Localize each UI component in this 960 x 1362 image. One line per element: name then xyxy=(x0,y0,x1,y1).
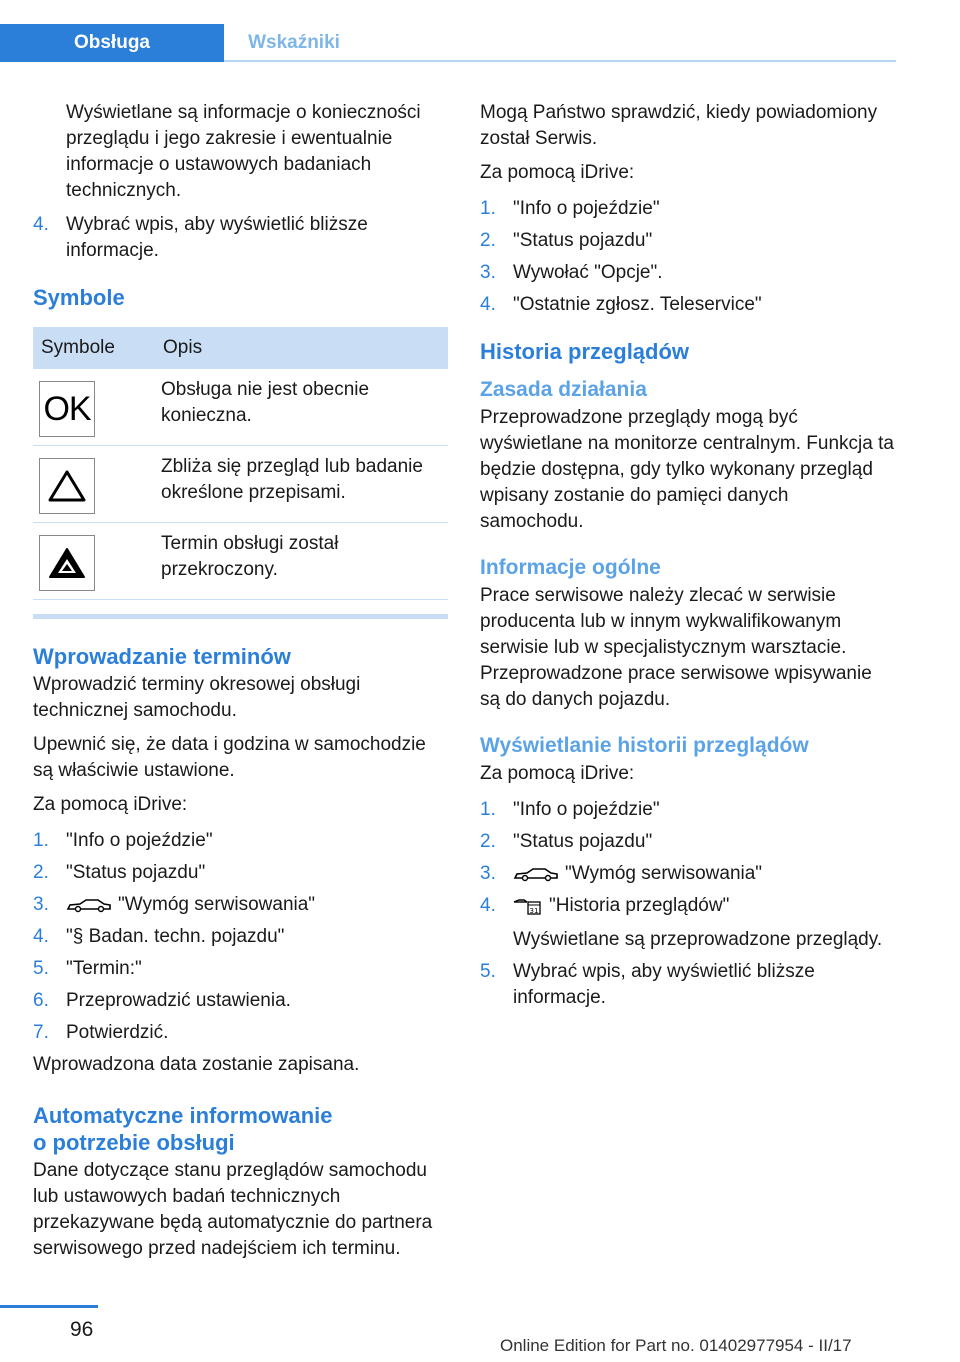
list-item: 2. "Status pojazdu" xyxy=(480,230,653,251)
list-item: 3. Wywołać "Opcje". xyxy=(480,262,663,283)
list-item: 4. 31 "Historia przeglądów" Wyświetlane są przeprowadzone przeglądy. xyxy=(480,893,895,953)
list-item: 1. "Info o pojeździe" xyxy=(33,830,213,851)
step-sub-paragraph: Wyświetlane są przeprowadzone przeglądy. xyxy=(513,929,883,950)
list-item: 2. "Status pojazdu" xyxy=(480,831,653,852)
list-item: 7. Potwierdzić. xyxy=(33,1022,169,1043)
list-item xyxy=(33,212,448,264)
footer-divider xyxy=(0,1305,98,1308)
terms-heading: Wprowadzanie terminów xyxy=(33,644,291,669)
list-item: 3. "Wymóg serwisowania" xyxy=(480,863,763,884)
table-row xyxy=(33,369,448,446)
general-heading: Informacje ogólne xyxy=(480,556,661,579)
right-paragraph: Mogą Państwo sprawdzić, kiedy powiadomiony został Serwis. xyxy=(480,102,878,149)
car-icon xyxy=(513,866,559,882)
car-icon xyxy=(66,897,112,913)
edition-note: Online Edition for Part no. 01402977954 - II/17 xyxy=(500,1336,852,1355)
teleservice-step-list xyxy=(480,196,895,318)
table-cell: Termin obsługi został przekroczony. xyxy=(155,523,448,600)
list-item: 5. Wybrać wpis, aby wyświetlić bliższe informacje. xyxy=(480,961,815,1008)
warning-triangle-outline-icon xyxy=(39,458,95,514)
terms-step-list xyxy=(33,828,448,1046)
principle-paragraph: Przeprowadzone przeglądy mogą być wyświetlane na monitorze centralnym. Funkcja ta będzie dostępna, gdy tylko wykonany przegląd wpisany zostanie do pamięci danych samochodu. xyxy=(480,407,894,532)
intro-paragraph: Wyświetlane są informacje o konieczności przeglądu i jego zakresie i ewentualnie informacje o ustawowych badaniach technicznych. xyxy=(66,102,421,201)
terms-paragraph: Upewnić się, że data i godzina w samochodzie są właściwie ustawione. xyxy=(33,734,426,781)
list-item: 3. "Wymóg serwisowania" xyxy=(33,894,316,915)
step-text: Wybrać wpis, aby wyświetlić bliższe informacje. xyxy=(66,214,368,261)
step-number: 4. xyxy=(33,214,49,235)
table-row xyxy=(33,523,448,600)
list-item: 5. "Termin:" xyxy=(33,958,142,979)
tab-obsluga[interactable]: Obsługa xyxy=(0,24,224,62)
page-header xyxy=(0,0,960,64)
table-row xyxy=(33,446,448,523)
list-item: 4. "Ostatnie zgłosz. Teleservice" xyxy=(480,294,762,315)
list-item: 2. "Status pojazdu" xyxy=(33,862,206,883)
history-step-list xyxy=(480,797,895,1011)
service-history-icon xyxy=(513,896,543,916)
header-divider xyxy=(224,60,896,62)
display-heading: Wyświetlanie historii przeglądów xyxy=(480,734,809,757)
list-item: 1. "Info o pojeździe" xyxy=(480,198,660,219)
table-bottom-bar xyxy=(33,614,448,619)
auto-paragraph: Dane dotyczące stanu przeglądów samochodu lub ustawowych badań technicznych przekazywane będą automatycznie do partnera serwisowego przed nadejściem ich terminu. xyxy=(33,1160,433,1259)
general-paragraph: Prace serwisowe należy zlecać w serwisie producenta lub w innym wykwalifikowanym serwisie lub w specjalistycznym warsztacie. Przeprowadzone prace serwisowe wpisywanie są do danych pojazdu. xyxy=(480,585,872,710)
terms-paragraph: Za pomocą iDrive: xyxy=(33,794,188,815)
list-item: 6. Przeprowadzić ustawienia. xyxy=(33,990,291,1011)
display-paragraph: Za pomocą iDrive: xyxy=(480,763,635,784)
left-column xyxy=(33,100,448,1270)
symbols-heading: Symbole xyxy=(33,285,125,310)
list-item: 1. "Info o pojeździe" xyxy=(480,799,660,820)
terms-paragraph: Wprowadzona data zostanie zapisana. xyxy=(33,1054,360,1075)
right-paragraph: Za pomocą iDrive: xyxy=(480,162,635,183)
symbols-table xyxy=(33,327,448,600)
tab-wskazniki[interactable]: Wskaźniki xyxy=(248,32,340,53)
ok-icon: OK xyxy=(39,381,95,437)
table-header-description: Opis xyxy=(155,327,448,369)
history-heading: Historia przeglądów xyxy=(480,339,690,364)
page-number: 96 xyxy=(70,1318,94,1341)
principle-heading: Zasada działania xyxy=(480,378,647,401)
table-cell: Obsługa nie jest obecnie konieczna. xyxy=(155,369,448,446)
svg-text:31: 31 xyxy=(529,906,539,915)
table-cell: Zbliża się przegląd lub badanie określone przepisami. xyxy=(155,446,448,523)
auto-heading: Automatyczne informowanie o potrzebie obsługi xyxy=(33,1103,333,1155)
warning-triangle-filled-icon xyxy=(39,535,95,591)
list-item: 4. "§ Badan. techn. pojazdu" xyxy=(33,926,285,947)
table-header-symbols: Symbole xyxy=(33,327,155,369)
intro-step-list xyxy=(33,212,448,264)
right-column xyxy=(480,100,895,1017)
terms-paragraph: Wprowadzić terminy okresowej obsługi technicznej samochodu. xyxy=(33,674,361,721)
